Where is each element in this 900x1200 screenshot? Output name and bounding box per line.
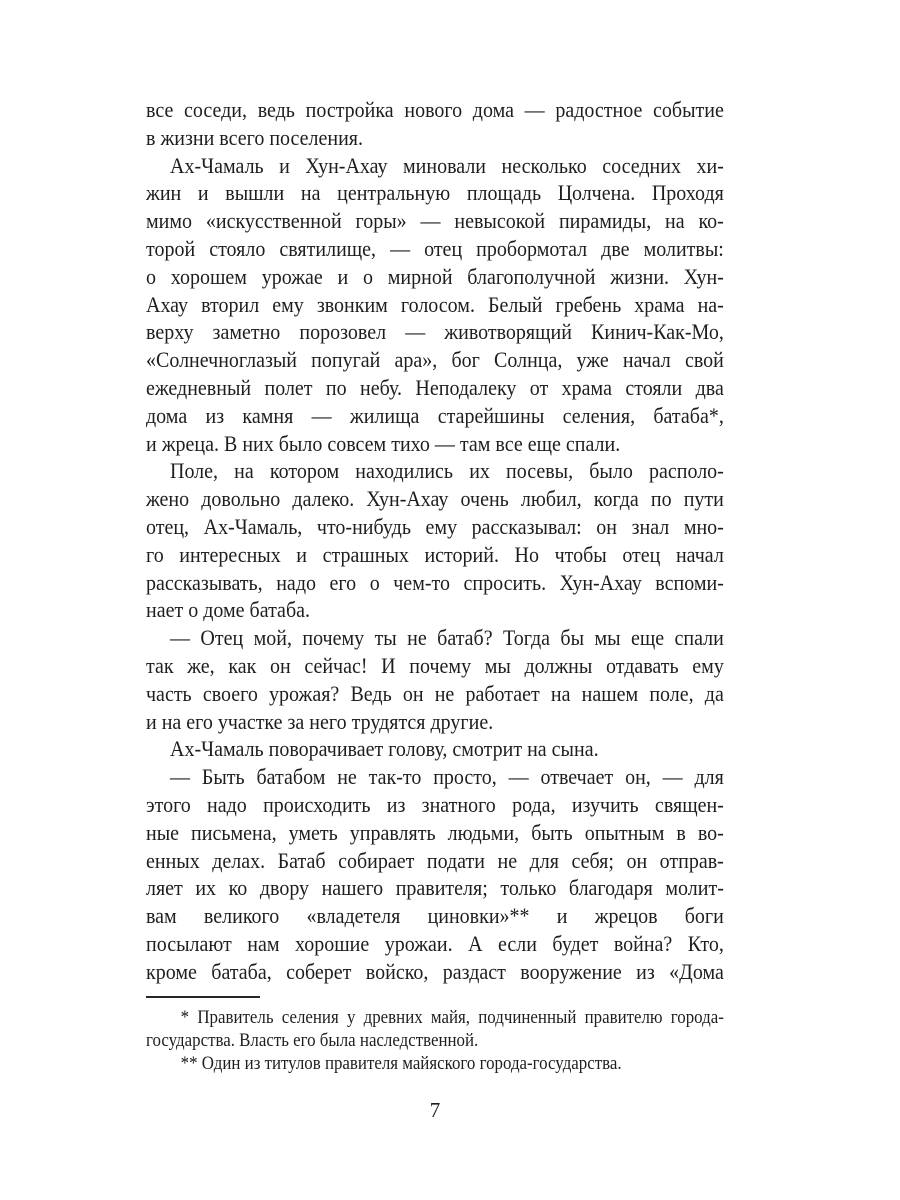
body-text-line: в жизни всего поселения.: [146, 124, 363, 150]
body-text-line: так же, как он сейчас! И почему мы должны отдавать ему: [146, 652, 724, 678]
body-text-line: часть своего урожая? Ведь он не работает на нашем поле, да: [146, 680, 724, 706]
body-text-line: Ах-Чамаль и Хун-Ахау миновали несколько соседних хи-: [170, 152, 724, 178]
body-text-line: и на его участке за него трудятся другие.: [146, 708, 494, 734]
body-text-line: Ах-Чамаль поворачивает голову, смотрит на сына.: [170, 736, 599, 762]
body-text-line: торой стояло святилище, — отец пробормотал две молитвы:: [146, 235, 724, 261]
body-text-line: ные письмена, уметь управлять людьми, быть опытным в во-: [146, 819, 724, 845]
body-text-line: кроме батаба, соберет войско, раздаст вооружение из «Дома: [146, 958, 724, 984]
body-text-line: о хорошем урожае и о мирной благополучной жизни. Хун-: [146, 263, 724, 289]
footnote-line: государства. Власть его была наследственной.: [146, 1030, 479, 1051]
body-text-line: Поле, на котором находились их посевы, было располо-: [170, 458, 724, 484]
body-text-line: ежедневный полет по небу. Неподалеку от храма стояли два: [146, 374, 724, 400]
body-text-line: все соседи, ведь постройка нового дома — радостное событие: [146, 97, 724, 122]
body-text-line: дома из камня — жилища старейшины селения, батаба*,: [146, 402, 724, 428]
body-text-line: посылают нам хорошие урожаи. А если будет война? Кто,: [146, 930, 724, 956]
body-text-line: Ахау вторил ему звонким голосом. Белый гребень храма на-: [146, 291, 724, 317]
body-text-line: енных делах. Батаб собирает подати не для себя; он отправ-: [146, 847, 724, 873]
body-text-line: вам великого «владетеля циновки»** и жрецов боги: [146, 903, 724, 929]
body-text-line: го интересных и страшных историй. Но чтобы отец начал: [146, 541, 724, 567]
body-text-line: рассказывать, надо его о чем-то спросить. Хун-Ахау вспоми-: [146, 569, 724, 595]
body-text-line: и жреца. В них было совсем тихо — там все еще спали.: [146, 430, 621, 456]
footnote-divider: [146, 996, 260, 998]
body-text-line: этого надо происходить из знатного рода, изучить священ-: [146, 791, 724, 817]
body-text-line: — Отец мой, почему ты не батаб? Тогда бы мы еще спали: [170, 625, 724, 651]
body-text-line: «Солнечноглазый попугай ара», бог Солнца, уже начал свой: [146, 347, 724, 373]
body-text-line: — Быть батабом не так-то просто, — отвечает он, — для: [170, 764, 724, 790]
body-text: [146, 96, 724, 986]
body-text-line: жин и вышли на центральную площадь Цолчена. Проходя: [146, 180, 724, 206]
body-text-line: верху заметно порозовел — животворящий Кинич-Как-Мо,: [146, 319, 724, 345]
page-number: 7: [429, 1098, 441, 1122]
body-text-line: мимо «искусственной горы» — невысокой пирамиды, на ко-: [146, 208, 724, 234]
body-text-line: жено довольно далеко. Хун-Ахау очень любил, когда по пути: [146, 486, 724, 512]
footnote-line: * Правитель селения у древних майя, подчиненный правителю города-: [180, 1007, 724, 1028]
body-text-line: ляет их ко двору нашего правителя; только благодаря молит-: [146, 875, 724, 901]
footnotes: [146, 1006, 724, 1075]
footnote-line: ** Один из титулов правителя майяского города-государства.: [180, 1053, 622, 1074]
body-text-line: отец, Ах-Чамаль, что-нибудь ему рассказывал: он знал мно-: [146, 513, 724, 539]
body-text-line: нает о доме батаба.: [146, 597, 311, 623]
